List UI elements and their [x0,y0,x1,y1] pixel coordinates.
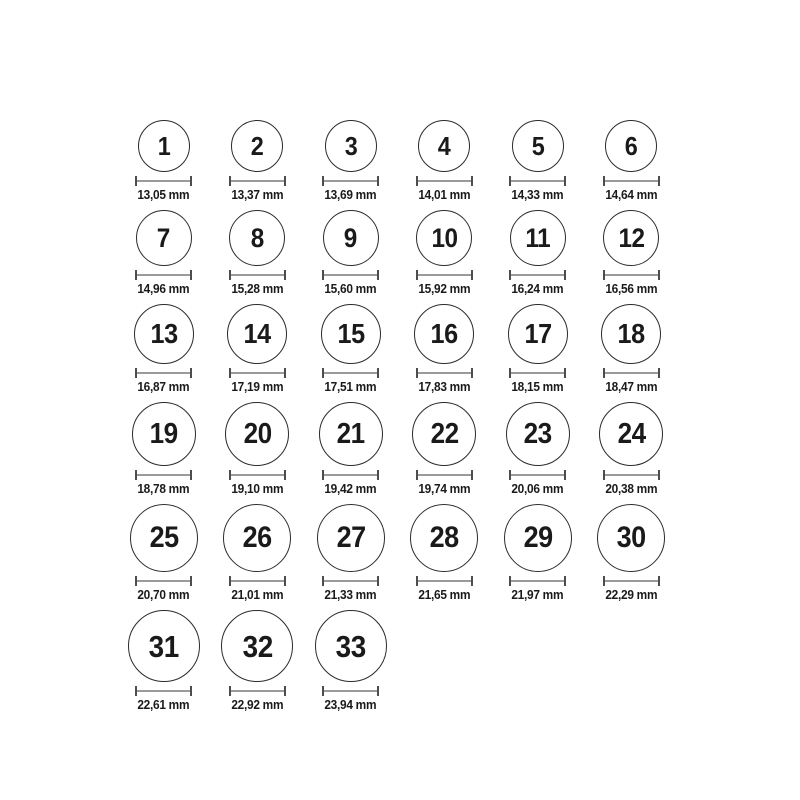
ring-size-cell [117,304,211,395]
ring-size-number: 29 [523,521,553,554]
ring-size-number: 7 [157,222,171,253]
diameter-label: 22,92 mm [231,698,284,712]
ring-circle [231,120,283,172]
ring-circle [599,402,663,466]
ring-size-cell [585,402,679,497]
ring-size-number: 33 [335,628,366,664]
ring-size-cell [304,210,398,297]
ring-size-number: 32 [242,628,273,664]
diameter-label: 15,60 mm [324,282,377,296]
diameter-measure-line [135,270,192,280]
ring-size-cell [211,120,305,203]
diameter-measure-line [229,270,286,280]
diameter-measure-line [229,176,286,186]
ring-circle [508,304,568,364]
ring-size-number: 6 [624,131,638,161]
diameter-measure-line [509,176,566,186]
diameter-measure-line [416,176,473,186]
ring-size-number: 14 [243,318,271,349]
ring-size-number: 15 [337,318,365,349]
ring-circle [319,402,383,466]
ring-size-cell [491,210,585,297]
diameter-measure-line [416,270,473,280]
diameter-measure-line [509,576,566,586]
ring-circle [321,304,381,364]
diameter-label: 17,83 mm [418,380,471,394]
ring-size-number: 1 [157,131,171,161]
diameter-measure-line [229,576,286,586]
diameter-measure-line [322,470,379,480]
ring-size-number: 9 [344,222,358,253]
ring-size-cell [117,402,211,497]
diameter-measure-line [603,368,660,378]
diameter-label: 22,61 mm [137,698,190,712]
ring-size-cell [398,120,492,203]
ring-circle [134,304,194,364]
diameter-label: 18,47 mm [605,380,658,394]
ring-size-row [117,402,683,497]
ring-size-number: 19 [149,417,178,450]
ring-size-number: 27 [336,521,366,554]
ring-circle [414,304,474,364]
ring-size-number: 30 [616,521,646,554]
ring-size-cell [117,210,211,297]
ring-size-cell [117,610,211,713]
ring-size-number: 21 [336,417,365,450]
ring-size-cell [398,304,492,395]
ring-circle [221,610,293,682]
ring-circle [323,210,379,266]
ring-size-number: 11 [525,222,551,253]
diameter-label: 18,15 mm [511,380,564,394]
ring-size-cell [304,610,398,713]
diameter-measure-line [509,470,566,480]
ring-size-cell [304,120,398,203]
diameter-label: 13,05 mm [137,188,190,202]
diameter-label: 21,33 mm [324,588,377,602]
diameter-label: 21,01 mm [231,588,284,602]
ring-size-number: 2 [250,131,264,161]
diameter-label: 22,29 mm [605,588,658,602]
ring-circle [506,402,570,466]
diameter-measure-line [416,470,473,480]
diameter-label: 16,87 mm [137,380,190,394]
ring-size-cell [304,304,398,395]
ring-size-cell [304,402,398,497]
ring-circle [597,504,665,572]
ring-size-cell [398,504,492,603]
diameter-measure-line [229,368,286,378]
ring-size-number: 31 [148,628,179,664]
diameter-label: 13,69 mm [324,188,377,202]
diameter-measure-line [322,368,379,378]
ring-size-cell [211,210,305,297]
ring-circle [512,120,564,172]
ring-size-cell [491,504,585,603]
diameter-label: 15,28 mm [231,282,284,296]
ring-circle [132,402,196,466]
diameter-label: 19,42 mm [324,482,377,496]
diameter-label: 21,97 mm [511,588,564,602]
ring-size-cell [398,210,492,297]
ring-size-number: 5 [531,131,545,161]
diameter-measure-line [135,686,192,696]
diameter-label: 17,51 mm [324,380,377,394]
ring-size-number: 28 [429,521,459,554]
ring-size-row [117,304,683,395]
ring-size-cell [491,120,585,203]
ring-circle [130,504,198,572]
diameter-label: 23,94 mm [324,698,377,712]
ring-size-row [117,210,683,297]
ring-circle [510,210,566,266]
ring-size-number: 18 [617,318,645,349]
diameter-label: 20,06 mm [511,482,564,496]
ring-size-number: 22 [430,417,459,450]
diameter-label: 13,37 mm [231,188,284,202]
ring-circle [325,120,377,172]
ring-size-number: 4 [437,131,451,161]
diameter-measure-line [135,368,192,378]
ring-size-number: 25 [149,521,179,554]
ring-size-number: 26 [242,521,272,554]
diameter-measure-line [416,368,473,378]
diameter-label: 15,92 mm [418,282,471,296]
diameter-label: 20,38 mm [605,482,658,496]
ring-circle [603,210,659,266]
ring-circle [601,304,661,364]
ring-size-cell [585,210,679,297]
diameter-measure-line [135,576,192,586]
ring-size-cell [585,504,679,603]
diameter-label: 19,10 mm [231,482,284,496]
ring-size-cell [211,402,305,497]
ring-size-cell [304,504,398,603]
ring-circle [227,304,287,364]
ring-circle [317,504,385,572]
ring-size-number: 16 [430,318,458,349]
diameter-label: 17,19 mm [231,380,284,394]
ring-size-number: 10 [431,222,458,253]
diameter-measure-line [603,270,660,280]
diameter-label: 14,01 mm [418,188,471,202]
ring-size-cell [211,610,305,713]
ring-size-number: 20 [243,417,272,450]
ring-size-grid [117,120,683,720]
diameter-measure-line [416,576,473,586]
ring-size-cell [585,120,679,203]
ring-size-cell [491,304,585,395]
ring-size-number: 13 [150,318,178,349]
ring-size-number: 23 [523,417,552,450]
ring-circle [315,610,387,682]
diameter-label: 21,65 mm [418,588,471,602]
ring-circle [412,402,476,466]
ring-circle [605,120,657,172]
ring-circle [416,210,472,266]
ring-size-number: 3 [344,131,358,161]
diameter-label: 14,33 mm [511,188,564,202]
ring-circle [136,210,192,266]
diameter-label: 14,64 mm [605,188,658,202]
ring-circle [128,610,200,682]
ring-size-row [117,504,683,603]
ring-circle [410,504,478,572]
diameter-measure-line [603,470,660,480]
diameter-label: 16,56 mm [605,282,658,296]
ring-circle [418,120,470,172]
ring-size-cell [491,402,585,497]
diameter-measure-line [135,176,192,186]
diameter-measure-line [509,368,566,378]
ring-size-number: 17 [524,318,552,349]
ring-circle [223,504,291,572]
diameter-label: 19,74 mm [418,482,471,496]
diameter-label: 20,70 mm [137,588,190,602]
ring-size-cell [211,304,305,395]
ring-circle [138,120,190,172]
ring-size-number: 12 [618,222,645,253]
diameter-measure-line [509,270,566,280]
diameter-label: 14,96 mm [137,282,190,296]
ring-size-number: 24 [617,417,646,450]
diameter-measure-line [322,270,379,280]
ring-size-cell [398,402,492,497]
diameter-measure-line [603,576,660,586]
diameter-measure-line [322,176,379,186]
diameter-label: 16,24 mm [511,282,564,296]
ring-size-cell [585,304,679,395]
diameter-measure-line [322,686,379,696]
ring-circle [229,210,285,266]
ring-size-cell [117,504,211,603]
diameter-measure-line [229,470,286,480]
ring-size-row [117,120,683,203]
diameter-measure-line [603,176,660,186]
diameter-measure-line [322,576,379,586]
ring-size-number: 8 [250,222,264,253]
diameter-measure-line [135,470,192,480]
diameter-measure-line [229,686,286,696]
ring-size-cell [211,504,305,603]
ring-size-row [117,610,683,713]
diameter-label: 18,78 mm [137,482,190,496]
ring-circle [504,504,572,572]
ring-circle [225,402,289,466]
ring-size-cell [117,120,211,203]
